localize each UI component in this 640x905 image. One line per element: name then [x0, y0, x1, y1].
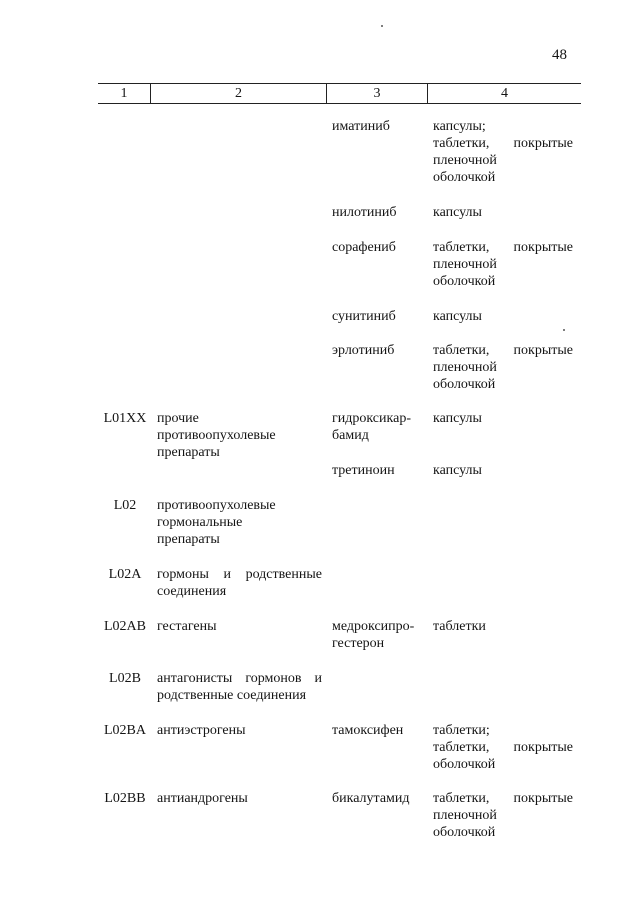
drug-name: [332, 308, 430, 325]
scan-speck: [563, 329, 565, 331]
dosage-form-line: капсулы: [433, 463, 482, 478]
header-col-2: 2: [235, 86, 242, 101]
dosage-form-line: пленочной: [433, 360, 497, 375]
dosage-form-line: пленочной: [433, 808, 497, 823]
group-name-line: родственные соединения: [157, 688, 307, 703]
drug-name-line: иматиниб: [332, 119, 390, 134]
dosage-form-line: пленочной: [433, 257, 497, 272]
dosage-form: [433, 462, 573, 479]
atc-code: L02B: [109, 671, 141, 686]
page-number: 48: [552, 47, 567, 63]
dosage-form-line: пленочной: [433, 153, 497, 168]
drug-name: [332, 410, 430, 444]
group-name-line: антиандрогены: [157, 791, 248, 806]
atc-code: L02A: [108, 567, 142, 582]
drug-name: [332, 118, 430, 135]
group-name-line: гестагены: [157, 619, 217, 634]
drug-name-line: третиноин: [332, 463, 395, 478]
dosage-form-line: таблетки, покрытые: [433, 740, 573, 755]
dosage-form: [433, 618, 573, 635]
dosage-form: [433, 410, 573, 427]
scan-speck: [381, 25, 383, 27]
table-header: [98, 83, 581, 104]
group-name: [157, 670, 322, 704]
drug-name: [332, 239, 430, 256]
group-name: [157, 497, 322, 548]
drug-name-line: тамоксифен: [332, 723, 404, 738]
dosage-form-line: оболочкой: [433, 825, 496, 840]
atc-code: L02: [113, 498, 137, 513]
group-name-line: гормоны и родственные: [157, 567, 322, 582]
dosage-form: [433, 308, 573, 325]
group-name-line: препараты: [157, 532, 220, 547]
group-name: [157, 790, 322, 807]
header-col-1: 1: [120, 86, 128, 101]
atc-code: L01XX: [103, 411, 147, 426]
group-name-line: противоопухолевые: [157, 428, 276, 443]
dosage-form: [433, 342, 573, 393]
dosage-form: [433, 239, 573, 290]
drug-name-line: гидроксикар-: [332, 411, 411, 426]
atc-code: L02BA: [104, 723, 146, 738]
group-name: [157, 566, 322, 600]
dosage-form: [433, 118, 573, 186]
dosage-form-line: таблетки, покрытые: [433, 136, 573, 151]
dosage-form-line: таблетки, покрытые: [433, 240, 573, 255]
dosage-form-line: таблетки, покрытые: [433, 791, 573, 806]
drug-name: [332, 462, 430, 479]
group-name-line: соединения: [157, 584, 227, 599]
dosage-form-line: капсулы;: [433, 119, 486, 134]
dosage-form: [433, 722, 573, 773]
dosage-form-line: таблетки, покрытые: [433, 343, 573, 358]
dosage-form-line: капсулы: [433, 309, 482, 324]
drug-name: [332, 342, 430, 359]
dosage-form-line: оболочкой: [433, 170, 496, 185]
atc-code: L02BB: [104, 791, 146, 806]
drug-name-line: нилотиниб: [332, 205, 397, 220]
dosage-form-line: оболочкой: [433, 757, 496, 772]
header-col-3: 3: [373, 86, 381, 101]
dosage-form-line: оболочкой: [433, 274, 496, 289]
group-name-line: антагонисты гормонов и: [157, 671, 322, 686]
dosage-form: [433, 204, 573, 221]
dosage-form: [433, 790, 573, 841]
group-name: [157, 410, 322, 461]
drug-name-line: бамид: [332, 428, 369, 443]
header-col-4: 4: [501, 86, 508, 101]
dosage-form-line: таблетки;: [433, 723, 490, 738]
group-name: [157, 722, 322, 739]
drug-name: [332, 618, 430, 652]
drug-name-line: медроксипро-: [332, 619, 415, 634]
drug-name: [332, 204, 430, 221]
atc-code: L02AB: [104, 619, 146, 634]
group-name-line: противоопухолевые: [157, 498, 276, 513]
group-name-line: препараты: [157, 445, 220, 460]
group-name-line: гормональные: [157, 515, 243, 530]
group-name-line: прочие: [157, 411, 199, 426]
dosage-form-line: оболочкой: [433, 377, 496, 392]
drug-name: [332, 722, 430, 739]
drug-name: [332, 790, 430, 807]
drug-name-line: сунитиниб: [332, 309, 396, 324]
drug-name-line: гестерон: [332, 636, 385, 651]
dosage-form-line: капсулы: [433, 205, 482, 220]
drug-name-line: эрлотиниб: [332, 343, 395, 358]
group-name: [157, 618, 322, 635]
drug-name-line: сорафениб: [332, 240, 396, 255]
dosage-form-line: капсулы: [433, 411, 482, 426]
dosage-form-line: таблетки: [433, 619, 486, 634]
drug-name-line: бикалутамид: [332, 791, 410, 806]
group-name-line: антиэстрогены: [157, 723, 246, 738]
